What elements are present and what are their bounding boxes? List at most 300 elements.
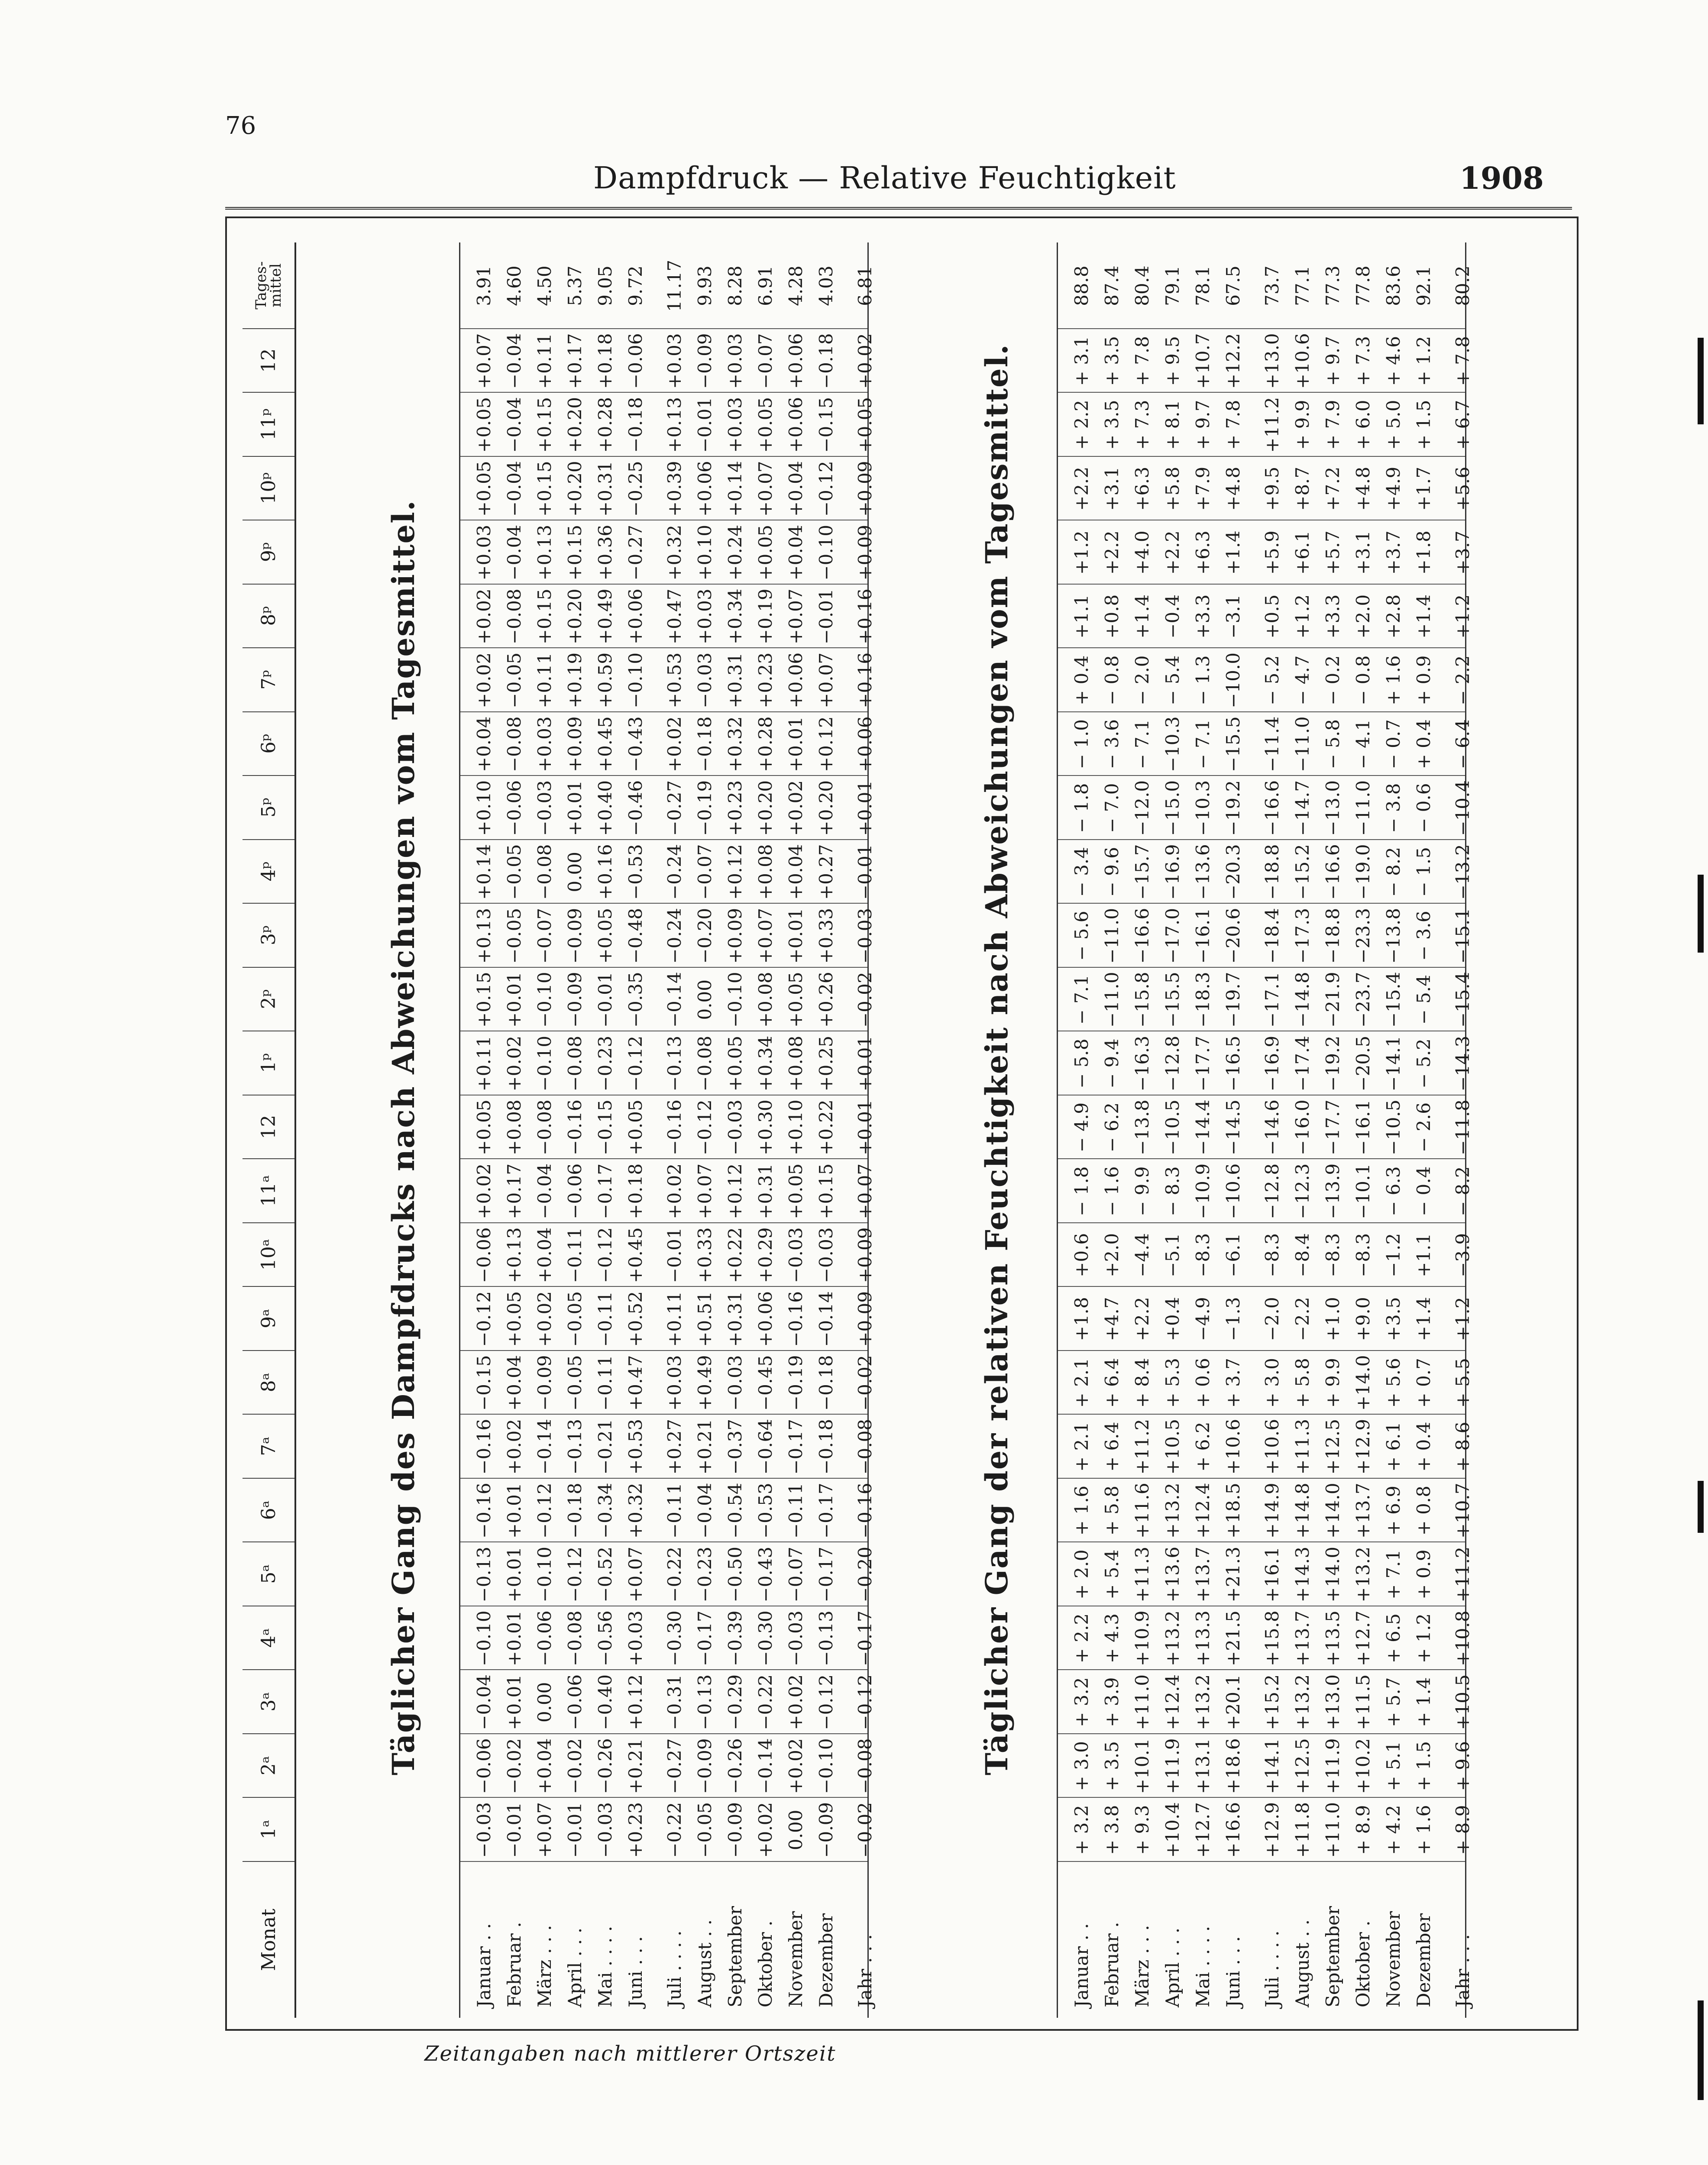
month-label: April . . . [1162, 1927, 1183, 2007]
hour-value: +0.04 [785, 524, 806, 581]
daily-mean-value: 5.37 [564, 265, 586, 306]
hour-value: +0.05 [755, 524, 776, 581]
hour-value: +1.4 [1413, 594, 1434, 639]
hour-value: +0.31 [595, 461, 616, 517]
hour-value: +0.6 [1071, 1233, 1092, 1277]
hour-value: −0.04 [473, 1674, 495, 1730]
hour-value: +10.6 [1262, 1419, 1283, 1475]
hour-value: − 3.6 [1413, 911, 1434, 961]
hour-value: +13.7 [1352, 1483, 1374, 1539]
hour-value: +16.1 [1262, 1546, 1283, 1603]
hour-value: +10.2 [1352, 1738, 1374, 1794]
hour-value: −14.7 [1292, 780, 1313, 836]
hour-value: +0.52 [625, 1291, 646, 1347]
hour-value: +0.01 [854, 1035, 876, 1092]
hour-value: −0.35 [625, 972, 646, 1028]
header-rule [225, 207, 1572, 210]
hour-value: −0.52 [595, 1546, 616, 1603]
hour-value: + 1.4 [1413, 1677, 1434, 1727]
hour-value: +0.36 [595, 524, 616, 581]
hour-value: +0.23 [755, 652, 776, 708]
hour-value: −17.1 [1262, 972, 1283, 1028]
hour-value: −17.4 [1292, 1035, 1313, 1092]
hour-value: + 9.7 [1192, 400, 1213, 450]
header-hour: 5ᵖ [243, 776, 294, 840]
hour-value: +1.0 [1322, 1297, 1343, 1341]
hour-value: − 2.2 [1452, 655, 1473, 705]
hour-value: +0.02 [785, 1674, 806, 1730]
hour-value: +3.5 [1383, 1297, 1404, 1341]
hour-value: − 5.8 [1322, 719, 1343, 769]
hour-value: +0.02 [785, 1738, 806, 1794]
header-hour: 10ᵃ [243, 1223, 294, 1287]
hour-value: + 3.5 [1101, 400, 1122, 450]
hour-value: − 7.1 [1132, 719, 1153, 769]
hour-value: +4.7 [1101, 1297, 1122, 1341]
hour-value: −0.05 [504, 844, 525, 900]
hour-value: + 7.9 [1322, 400, 1343, 450]
hour-value: +11.3 [1292, 1419, 1313, 1475]
hour-value: +14.9 [1262, 1483, 1283, 1539]
hour-value: −10.5 [1383, 1099, 1404, 1156]
hour-value: −0.08 [854, 1419, 876, 1475]
hour-header-row [243, 242, 296, 2018]
table-row [1318, 242, 1348, 2018]
hour-value: −8.3 [1262, 1233, 1283, 1277]
hour-value: +4.9 [1383, 466, 1404, 511]
month-label: Februar . [1101, 1922, 1122, 2007]
hour-value: + 6.2 [1192, 1422, 1213, 1472]
hour-value: +1.2 [1292, 594, 1313, 639]
hour-value: −0.16 [854, 1483, 876, 1539]
month-label: September [1322, 1906, 1343, 2007]
hour-value: − 0.6 [1413, 783, 1434, 833]
hour-value: +0.22 [725, 1227, 746, 1283]
hour-value: −0.01 [564, 1802, 586, 1858]
hour-value: + 8.9 [1352, 1805, 1374, 1855]
hour-value: −1.3 [1223, 1297, 1244, 1341]
header-month: Monat [257, 1909, 280, 1971]
hour-value: −16.6 [1262, 780, 1283, 836]
hour-value: +0.32 [664, 524, 685, 581]
hour-value: +13.0 [1322, 1674, 1343, 1730]
hour-value: −0.04 [504, 333, 525, 389]
daily-mean-value: 4.60 [504, 265, 525, 306]
hour-value: +0.29 [755, 1227, 776, 1283]
hour-value: +0.04 [785, 844, 806, 900]
hour-value: +3.7 [1383, 530, 1404, 575]
month-label: Juni . . . [1223, 1936, 1244, 2007]
hour-value: +3.3 [1322, 594, 1343, 639]
daily-mean-value: 77.8 [1352, 265, 1374, 306]
hour-value: −0.34 [595, 1483, 616, 1539]
hour-value: + 6.4 [1101, 1358, 1122, 1408]
hour-value: −16.6 [1322, 844, 1343, 900]
hour-value: +0.28 [595, 397, 616, 453]
hour-value: −0.02 [854, 1802, 876, 1858]
table-row [1287, 242, 1318, 2018]
hour-value: +0.01 [564, 780, 586, 836]
hour-value: +0.25 [815, 1035, 837, 1092]
hour-value: + 0.9 [1413, 655, 1434, 705]
hour-value: +0.13 [504, 1227, 525, 1283]
hour-value: +0.03 [664, 1355, 685, 1411]
hour-value: +2.2 [1101, 530, 1122, 575]
month-label: April . . . [564, 1927, 586, 2007]
hour-value: −15.4 [1383, 972, 1404, 1028]
hour-value: +0.09 [564, 716, 586, 772]
hour-value: −0.13 [694, 1674, 715, 1730]
hour-value: −10.9 [1192, 1163, 1213, 1219]
daily-mean-value: 67.5 [1223, 265, 1244, 306]
hour-value: −0.08 [694, 1035, 715, 1092]
hour-value: +13.5 [1322, 1610, 1343, 1667]
hour-value: +2.2 [1071, 466, 1092, 511]
hour-value: +14.3 [1292, 1546, 1313, 1603]
hour-value: +0.47 [625, 1355, 646, 1411]
hour-value: +13.7 [1292, 1610, 1313, 1667]
daily-mean-value: 11.17 [664, 259, 685, 312]
hour-value: −0.18 [564, 1483, 586, 1539]
hour-value: − 7.1 [1192, 719, 1213, 769]
hour-value: +0.33 [694, 1227, 715, 1283]
hour-value: +0.05 [504, 1291, 525, 1347]
hour-value: −0.23 [595, 1035, 616, 1092]
hour-value: −0.01 [815, 588, 837, 645]
humidity-table [1057, 242, 1473, 2018]
hour-value: −19.0 [1352, 844, 1374, 900]
hour-value: +14.1 [1262, 1738, 1283, 1794]
hour-value: −0.16 [664, 1099, 685, 1156]
hour-value: +0.02 [473, 1163, 495, 1219]
hour-value: +0.01 [504, 1483, 525, 1539]
hour-value: + 8.6 [1452, 1422, 1473, 1472]
hour-value: −0.19 [785, 1355, 806, 1411]
hour-value: +0.30 [755, 1099, 776, 1156]
hour-value: +13.3 [1192, 1610, 1213, 1667]
hour-value: − 7.1 [1071, 975, 1092, 1025]
hour-value: + 3.9 [1101, 1677, 1122, 1727]
hour-value: +0.27 [664, 1419, 685, 1475]
hour-value: +0.53 [664, 652, 685, 708]
hour-value: −0.53 [755, 1483, 776, 1539]
hour-value: +2.2 [1132, 1297, 1153, 1341]
hour-value: +0.11 [664, 1291, 685, 1347]
hour-value: −0.12 [564, 1546, 586, 1603]
hour-value: + 9.7 [1322, 336, 1343, 386]
hour-value: +0.07 [755, 461, 776, 517]
hour-value: +0.02 [504, 1419, 525, 1475]
hour-value: −18.3 [1192, 972, 1213, 1028]
hour-value: +0.19 [564, 652, 586, 708]
hour-value: −0.25 [625, 461, 646, 517]
month-label: August . . [694, 1919, 715, 2007]
hour-value: −0.05 [504, 652, 525, 708]
hour-value: − 1.8 [1071, 1166, 1092, 1216]
hour-value: +13.7 [1192, 1546, 1213, 1603]
hour-value: −0.18 [815, 333, 837, 389]
hour-value: +0.12 [625, 1674, 646, 1730]
hour-value: −15.2 [1292, 844, 1313, 900]
hour-value: −0.10 [473, 1610, 495, 1667]
hour-value: +0.02 [473, 652, 495, 708]
hour-value: +0.51 [694, 1291, 715, 1347]
table-row [1097, 242, 1127, 2018]
hour-value: + 3.2 [1071, 1805, 1092, 1855]
hour-value: +0.59 [595, 652, 616, 708]
hour-value: −0.07 [694, 844, 715, 900]
hour-value: −13.2 [1452, 844, 1473, 900]
hour-value: −0.12 [815, 461, 837, 517]
daily-mean-value: 4.50 [534, 265, 555, 306]
hour-value: −0.26 [725, 1738, 746, 1794]
daily-mean-value: 88.8 [1071, 265, 1092, 306]
hour-value: +0.49 [694, 1355, 715, 1411]
hour-value: −0.15 [473, 1355, 495, 1411]
month-label: Februar . [504, 1922, 525, 2007]
hour-value: − 9.6 [1101, 847, 1122, 897]
hour-value: +20.1 [1223, 1674, 1244, 1730]
hour-value: 0.00 [694, 979, 715, 1020]
hour-value: −0.03 [473, 1802, 495, 1858]
hour-value: +5.8 [1162, 466, 1183, 511]
daily-mean-value: 3.91 [473, 265, 495, 306]
table-row [530, 242, 560, 2018]
hour-value: +10.1 [1132, 1738, 1153, 1794]
hour-value: −0.12 [625, 1035, 646, 1092]
hour-value: −20.5 [1352, 1035, 1374, 1092]
hour-value: +0.31 [725, 652, 746, 708]
hour-value: − 2.0 [1132, 655, 1153, 705]
hour-value: − 6.2 [1101, 1102, 1122, 1153]
hour-value: +0.45 [625, 1227, 646, 1283]
hour-value: − 1.3 [1192, 655, 1213, 705]
hour-value: +6.3 [1132, 466, 1153, 511]
hour-value: 0.00 [534, 1682, 555, 1723]
hour-value: +0.07 [854, 1163, 876, 1219]
hour-value: −14.6 [1262, 1099, 1283, 1156]
header-hour: 4ᵖ [243, 840, 294, 904]
table-row [660, 242, 690, 2018]
hour-value: − 6.3 [1383, 1166, 1404, 1216]
header-hour: 3ᵃ [243, 1671, 294, 1735]
hour-value: +0.02 [473, 588, 495, 645]
table-row [499, 242, 530, 2018]
hour-value: −10.1 [1352, 1163, 1374, 1219]
hour-value: −0.14 [664, 972, 685, 1028]
hour-value: −0.48 [625, 908, 646, 964]
hour-value: − 5.6 [1071, 911, 1092, 961]
hour-value: −0.03 [815, 1227, 837, 1283]
hour-value: +0.06 [694, 461, 715, 517]
hour-value: +12.2 [1223, 333, 1244, 389]
hour-value: −0.12 [854, 1674, 876, 1730]
hour-value: −14.8 [1292, 972, 1313, 1028]
hour-value: + 5.8 [1292, 1358, 1313, 1408]
hour-value: +1.4 [1413, 1297, 1434, 1341]
hour-value: + 1.6 [1413, 1805, 1434, 1855]
hour-value: +0.11 [473, 1035, 495, 1092]
hour-value: +18.6 [1223, 1738, 1244, 1794]
hour-value: + 1.6 [1383, 655, 1404, 705]
hour-value: +0.34 [755, 1035, 776, 1092]
header-hour: 7ᵖ [243, 649, 294, 713]
hour-value: +11.5 [1352, 1674, 1374, 1730]
hour-value: − 5.2 [1262, 655, 1283, 705]
hour-value: +0.15 [534, 461, 555, 517]
hour-value: −8.3 [1192, 1233, 1213, 1277]
hour-value: +0.05 [473, 461, 495, 517]
hour-value: +5.7 [1322, 530, 1343, 575]
hour-value: − 5.8 [1071, 1038, 1092, 1089]
hour-value: +0.15 [473, 972, 495, 1028]
hour-value: − 0.7 [1383, 719, 1404, 769]
hour-value: +0.05 [595, 908, 616, 964]
hour-value: −0.06 [473, 1227, 495, 1283]
hour-value: +21.5 [1223, 1610, 1244, 1667]
hour-value: + 6.1 [1383, 1422, 1404, 1472]
daily-mean-value: 87.4 [1101, 265, 1122, 306]
hour-value: +1.8 [1071, 1297, 1092, 1341]
daily-mean-value: 4.03 [815, 265, 837, 306]
hour-value: +0.15 [534, 588, 555, 645]
hour-value: + 6.4 [1101, 1422, 1122, 1472]
hour-value: − 0.8 [1101, 655, 1122, 705]
hour-value: −0.13 [815, 1610, 837, 1667]
hour-value: +0.07 [625, 1546, 646, 1603]
table-row [469, 242, 499, 2018]
hour-value: + 5.5 [1452, 1358, 1473, 1408]
edge-mark [1698, 2000, 1704, 2100]
hour-value: +10.7 [1192, 333, 1213, 389]
hour-value: 0.00 [785, 1810, 806, 1851]
hour-value: −0.26 [595, 1738, 616, 1794]
hour-value: +0.5 [1262, 594, 1283, 639]
hour-value: +0.02 [854, 333, 876, 389]
hour-value: −0.14 [534, 1419, 555, 1475]
hour-value: + 3.5 [1101, 336, 1122, 386]
edge-mark [1698, 875, 1704, 953]
hour-value: −0.03 [785, 1610, 806, 1667]
hour-value: +0.17 [564, 333, 586, 389]
hour-value: −0.09 [694, 1738, 715, 1794]
hour-value: +11.9 [1162, 1738, 1183, 1794]
hour-value: +0.05 [725, 1035, 746, 1092]
hour-value: +10.7 [1452, 1483, 1473, 1539]
hour-value: +0.20 [815, 780, 837, 836]
table-row [1127, 242, 1158, 2018]
hour-value: −0.02 [854, 972, 876, 1028]
hour-value: +0.17 [504, 1163, 525, 1219]
hour-value: +4.0 [1132, 530, 1153, 575]
table-row [781, 242, 811, 2018]
hour-value: − 4.9 [1071, 1102, 1092, 1153]
hour-value: + 8.4 [1132, 1358, 1153, 1408]
hour-value: −0.02 [564, 1738, 586, 1794]
hour-value: −0.10 [815, 1738, 837, 1794]
hour-value: − 6.4 [1452, 719, 1473, 769]
hour-value: −0.22 [664, 1546, 685, 1603]
hour-value: −16.3 [1132, 1035, 1153, 1092]
hour-value: +0.02 [664, 1163, 685, 1219]
hour-value: +13.1 [1192, 1738, 1213, 1794]
hour-value: +0.19 [755, 588, 776, 645]
hour-value: −0.20 [694, 908, 715, 964]
hour-value: −12.8 [1162, 1035, 1183, 1092]
hour-value: +0.32 [725, 716, 746, 772]
hour-value: + 6.0 [1352, 400, 1374, 450]
hour-value: +0.21 [694, 1419, 715, 1475]
hour-value: + 2.1 [1071, 1358, 1092, 1408]
hour-value: −0.03 [534, 780, 555, 836]
hour-value: + 6.7 [1452, 400, 1473, 450]
hour-value: −15.7 [1132, 844, 1153, 900]
hour-value: +0.04 [534, 1738, 555, 1794]
hour-value: +0.4 [1162, 1297, 1183, 1341]
hour-value: +0.04 [785, 461, 806, 517]
hour-value: −0.56 [595, 1610, 616, 1667]
hour-value: +1.7 [1413, 466, 1434, 511]
hour-value: +2.0 [1101, 1233, 1122, 1277]
header-hour: 12 [243, 1095, 294, 1160]
hour-value: −16.9 [1162, 844, 1183, 900]
hour-value: +12.4 [1192, 1483, 1213, 1539]
hour-value: +0.01 [504, 1610, 525, 1667]
daily-mean-value: 4.28 [785, 265, 806, 306]
daily-mean-value: 9.72 [625, 265, 646, 306]
hour-value: −0.03 [595, 1802, 616, 1858]
daily-mean-value: 77.3 [1322, 265, 1343, 306]
hour-value: −0.01 [664, 1227, 685, 1283]
hour-value: −8.3 [1322, 1233, 1343, 1277]
table1-title: Täglicher Gang des Dampfdrucks nach Abweichungen vom Tagesmittel. [385, 499, 421, 1775]
header-hour: 1ᵃ [243, 1798, 294, 1862]
hour-value: −0.17 [694, 1610, 715, 1667]
table-row [1348, 242, 1378, 2018]
hour-value: +0.31 [755, 1163, 776, 1219]
hour-value: −17.7 [1192, 1035, 1213, 1092]
hour-value: +12.9 [1262, 1802, 1283, 1858]
hour-value: −0.50 [725, 1546, 746, 1603]
hour-value: − 8.2 [1383, 847, 1404, 897]
month-label: Juni . . . [625, 1936, 646, 2007]
hour-value: + 7.8 [1452, 336, 1473, 386]
hour-value: −15.5 [1162, 972, 1183, 1028]
hour-value: +11.8 [1292, 1802, 1313, 1858]
hour-value: −0.12 [595, 1227, 616, 1283]
hour-value: +0.18 [625, 1163, 646, 1219]
hour-value: −0.21 [595, 1419, 616, 1475]
hour-value: +0.26 [815, 972, 837, 1028]
hour-value: −0.08 [534, 1099, 555, 1156]
hour-value: + 2.2 [1071, 400, 1092, 450]
hour-value: +0.15 [815, 1163, 837, 1219]
header-hour: 10ᵖ [243, 457, 294, 521]
hour-value: −0.46 [625, 780, 646, 836]
hour-value: −0.18 [625, 397, 646, 453]
hour-value: −0.37 [725, 1419, 746, 1475]
hour-value: +11.3 [1132, 1546, 1153, 1603]
hour-value: −15.1 [1452, 908, 1473, 964]
hour-value: −0.14 [815, 1291, 837, 1347]
hour-value: −3.9 [1452, 1233, 1473, 1277]
hour-value: −0.08 [504, 716, 525, 772]
month-label: Januar . . [1071, 1923, 1092, 2007]
hour-value: +0.01 [504, 972, 525, 1028]
hour-value: − 5.4 [1162, 655, 1183, 705]
hour-value: +7.9 [1192, 466, 1213, 511]
month-label: November [785, 1911, 806, 2007]
